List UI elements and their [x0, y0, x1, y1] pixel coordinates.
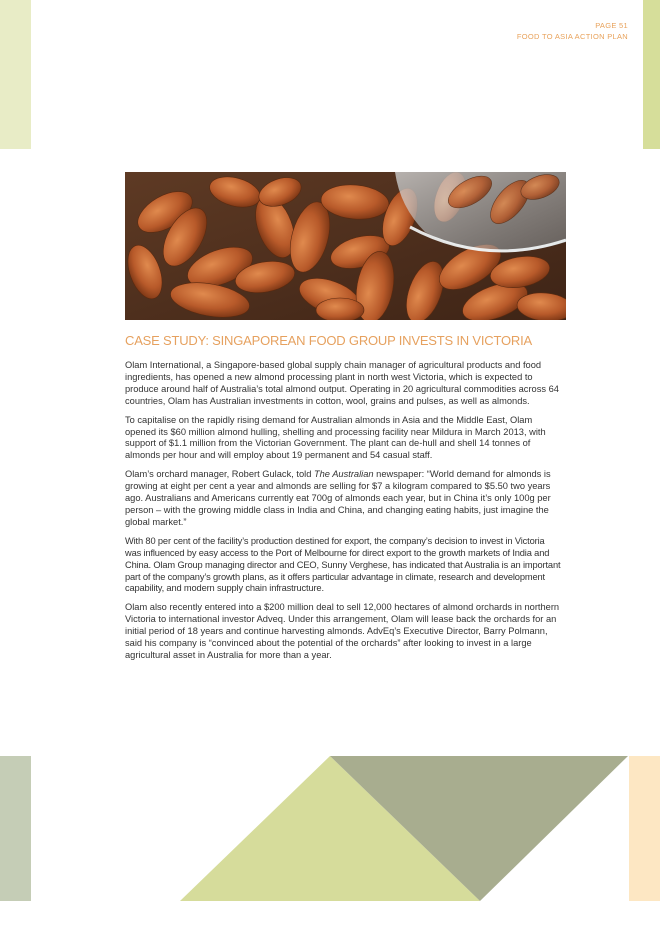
- running-header: [517, 20, 628, 42]
- quote-text: newspaper: “World demand for almonds is growing at eight per cent a year and almonds are selling for $7 a kilogram compared to $5.50 two years ago. Australians and Americans currently eat 700g of almonds each year, but in China it’s only 100g per person – with the growing middle class in India and China, and changing eating habits, just imagine the global market.”: [125, 469, 551, 527]
- quote-lead-in: Olam’s orchard manager, Robert Gulack, told: [125, 469, 314, 480]
- decorative-band-left-top: [0, 0, 31, 149]
- paragraph-orchard-manager-quote: [125, 469, 563, 529]
- report-title: FOOD TO ASIA ACTION PLAN: [516, 32, 628, 41]
- case-study-title: CASE STUDY: SINGAPOREAN FOOD GROUP INVESTS IN VICTORIA: [125, 333, 532, 348]
- decorative-band-right-top: [643, 0, 660, 149]
- paragraph-olam-intro: Olam International, a Singapore-based global supply chain manager of agricultural products and food ingredients, has opened a new almond processing plant in north west Victoria, which is expected to produce around half of Australia’s total almond output. Operating in 20 agricultural commodities across 64 countries, Olam has Australian investments in cotton, wool, grains and pulses, as well as almonds.: [125, 360, 559, 406]
- paragraph-export-markets: With 80 per cent of the facility’s production destined for export, the company’s decision to invest in Victoria was influenced by easy access to the Port of Melbourne for direct export to the growth markets of India and China. Olam Group managing director and CEO, Sunny Verghese, has indicated that Australia is an important part of the company’s growth plans, as it offers particular advantage in climate, research and development capability, and modern supply chain infrastructure.: [125, 535, 561, 594]
- almonds-illustration: [125, 172, 566, 320]
- paragraph-advEq-deal: Olam also recently entered into a $200 million deal to sell 12,000 hectares of almond orchards in northern Victoria to international investor Adveq. Under this arrangement, Olam will lease back the orchards for an initial period of 18 years and continue harvesting almonds. AdvEq’s Executive Director, Barry Polmann, said his company is “convinced about the potential of the orchards” after looking to invest in a large agricultural asset in Australia for more than a year.: [125, 602, 560, 660]
- publication-name: The Australian: [313, 469, 374, 480]
- paragraph-mildura-facility: To capitalise on the rapidly rising demand for Australian almonds in Asia and the Middle East, Olam opened its $60 million almond hulling, shelling and processing facility near Mildura in March 2013, with support of $1.1 million from the Victorian Government. The plant can de-hull and shell 14 tonnes of almonds per hour and will employ about 19 permanent and 54 casual staff.: [125, 414, 546, 461]
- almonds-photo: [125, 172, 566, 320]
- decorative-triangles: [0, 756, 660, 906]
- article-body: [125, 360, 563, 669]
- page-number: PAGE 51: [595, 21, 628, 30]
